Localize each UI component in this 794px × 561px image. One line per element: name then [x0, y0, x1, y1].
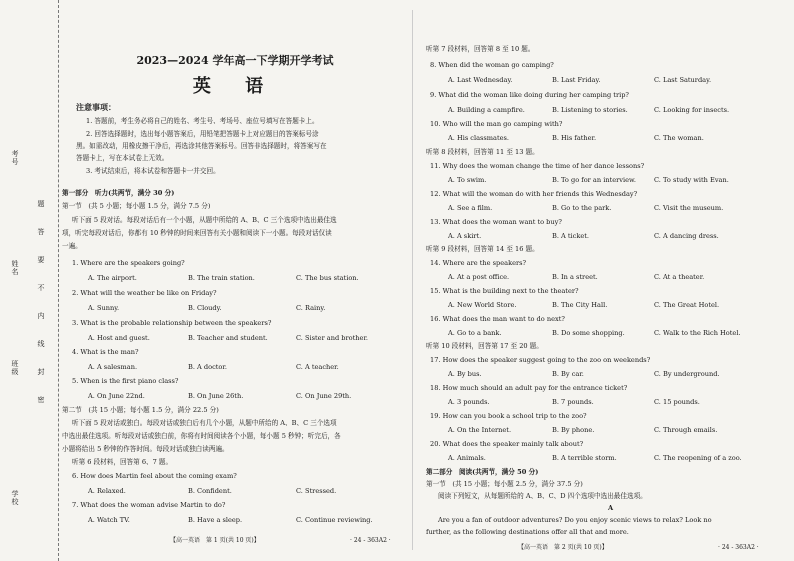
option-c: C. Through emails. [654, 426, 718, 434]
option-c: C. Stressed. [296, 487, 337, 495]
part1-heading: 第一部分 听力(共两节，满分 30 分) [62, 189, 175, 197]
part1-inst1c: 一遍。 [62, 242, 82, 250]
option-b: B. Do some shopping. [552, 329, 625, 337]
question-16: 16. What does the man want to do next? [430, 315, 565, 323]
part2-inst: 阅读下列短文，从每题所给的 A、B、C、D 四个选项中选出最佳选项。 [438, 492, 647, 500]
notes-heading: 注意事项： [76, 102, 116, 112]
option-b: B. Listening to stories. [552, 106, 628, 114]
option-b: B. In a street. [552, 273, 598, 281]
question-8: 8. When did the woman go camping? [430, 61, 554, 69]
binding-strip [0, 0, 59, 561]
seal-char: 答 [37, 228, 45, 236]
question-7: 7. What does the woman advise Martin to do? [72, 501, 226, 509]
passage-line-2: further, as the following destinations offer all that and more. [426, 528, 629, 536]
option-b: B. Go to the park. [552, 204, 612, 212]
option-a: A. The airport. [88, 274, 137, 282]
option-c: C. A teacher. [296, 363, 339, 371]
note-2: 2. 回答选择题时，选出每小题答案后，用铅笔把答题卡上对应题目的答案标号涂 [86, 130, 319, 138]
option-b: B. On June 26th. [188, 392, 244, 400]
option-a: A. On June 22nd. [88, 392, 145, 400]
part1-inst2b: 中选出最佳选项。听每段对话或独白前，你将有时间阅读各个小题，每小题 5 秒钟；听完后，各 [62, 432, 341, 440]
page-divider [412, 10, 413, 550]
option-a: A. By bus. [448, 370, 482, 378]
option-b: B. A doctor. [188, 363, 227, 371]
question-9: 9. What did the woman like doing during her camping trip? [430, 91, 629, 99]
banji-label: 班级 [11, 360, 19, 376]
question-18: 18. How much should an adult pay for the entrance ticket? [430, 384, 628, 392]
part1-inst2a: 听下面 5 段对话或独白。每段对话或独白后有几个小题，从题中所给的 A、B、C 三个选项 [72, 419, 337, 427]
option-c: C. The reopening of a zoo. [654, 454, 742, 462]
question-17: 17. How does the speaker suggest going to the zoo on weekends? [430, 356, 651, 364]
option-c: C. The Great Hotel. [654, 301, 720, 309]
question-2: 2. What will the weather be like on Friday? [72, 289, 217, 297]
option-c: C. Rainy. [296, 304, 326, 312]
option-c: C. The bus station. [296, 274, 359, 282]
part1-inst2c: 小题将给出 5 秒钟的作答时间。每段对话或独白读两遍。 [62, 445, 229, 453]
passage-label: A [608, 504, 614, 512]
seal-char: 要 [37, 256, 45, 264]
option-a: A. 3 pounds. [448, 398, 490, 406]
option-b: B. To go for an interview. [552, 176, 636, 184]
passage-line-1: Are you a fan of outdoor adventures? Do you enjoy scenic views to relax? Look no [438, 516, 712, 524]
option-b: B. 7 pounds. [552, 398, 594, 406]
option-a: A. Go to a bank. [448, 329, 502, 337]
note-1: 1. 答题前，考生务必将自己的姓名、考生号、考场号、座位号填写在答题卡上。 [86, 117, 319, 125]
note-3: 3. 考试结束后，将本试卷和答题卡一并交回。 [86, 167, 220, 175]
option-a: A. At a post office. [448, 273, 510, 281]
option-a: A. Watch TV. [88, 516, 130, 524]
part2-sec1: 第一节 (共 15 小题；每小题 2.5 分，满分 37.5 分) [426, 480, 583, 488]
kaohao-label: 考号 [11, 150, 19, 166]
part2-heading: 第二部分 阅读(共两节，满分 50 分) [426, 468, 539, 476]
question-12: 12. What will the woman do with her friends this Wednesday? [430, 190, 638, 198]
option-c: C. The woman. [654, 134, 704, 142]
option-c: C. Looking for insects. [654, 106, 730, 114]
material-7: 听第 7 段材料，回答第 8 至 10 题。 [426, 45, 535, 53]
material-8: 听第 8 段材料，回答第 11 至 13 题。 [426, 148, 539, 156]
question-10: 10. Who will the man go camping with? [430, 120, 563, 128]
option-c: C. Continue reviewing. [296, 516, 373, 524]
seal-char: 不 [37, 284, 45, 292]
exam-subject: 英 语 [192, 76, 278, 97]
part1-sec2: 第二节 (共 15 小题；每小题 1.5 分，满分 22.5 分) [62, 406, 219, 414]
question-14: 14. Where are the speakers? [430, 259, 527, 267]
question-19: 19. How can you book a school trip to the zoo? [430, 412, 587, 420]
xingming-label: 姓名 [11, 260, 19, 276]
option-c: C. Walk to the Rich Hotel. [654, 329, 741, 337]
option-b: B. A ticket. [552, 232, 589, 240]
option-a: A. See a film. [448, 204, 493, 212]
material-9: 听第 9 段材料，回答第 14 至 16 题。 [426, 245, 539, 253]
option-a: A. Animals. [448, 454, 486, 462]
option-b: B. Confident. [188, 487, 232, 495]
exam-code-left: · 24 - 363A2 · [350, 537, 391, 544]
option-a: A. On the Internet. [448, 426, 512, 434]
option-a: A. A skirt. [448, 232, 482, 240]
option-a: A. Host and guest. [88, 334, 150, 342]
seal-char: 题 [37, 200, 45, 208]
seal-char: 封 [37, 368, 45, 376]
question-5: 5. When is the first piano class? [72, 377, 179, 385]
option-c: C. Visit the museum. [654, 204, 724, 212]
option-b: B. Teacher and student. [188, 334, 268, 342]
question-4: 4. What is the man? [72, 348, 139, 356]
material-6: 听第 6 段材料，回答第 6、7 题。 [72, 458, 173, 466]
exam-title: 2023—2024 学年高一下学期开学考试 [136, 54, 334, 67]
option-b: B. Last Friday. [552, 76, 601, 84]
option-b: B. By phone. [552, 426, 595, 434]
option-b: B. A terrible storm. [552, 454, 617, 462]
part1-inst1b: 项，听完每段对话后，你都有 10 秒钟的时间来回答有关小题和阅读下一小题。每段对话仅读 [62, 229, 332, 237]
exam-code-right: · 24 - 363A2 · [718, 544, 759, 551]
option-c: C. 15 pounds. [654, 398, 700, 406]
option-b: B. Have a sleep. [188, 516, 243, 524]
question-13: 13. What does the woman want to buy? [430, 218, 562, 226]
option-a: A. New World Store. [448, 301, 517, 309]
xuexiao-label: 学校 [11, 490, 19, 506]
option-a: A. His classmates. [448, 134, 510, 142]
question-15: 15. What is the building next to the theater? [430, 287, 579, 295]
material-10: 听第 10 段材料，回答第 17 至 20 题。 [426, 342, 543, 350]
option-c: C. By underground. [654, 370, 720, 378]
option-b: B. The train station. [188, 274, 255, 282]
question-6: 6. How does Martin feel about the coming exam? [72, 472, 237, 480]
option-c: C. To study with Evan. [654, 176, 729, 184]
option-a: A. Relaxed. [88, 487, 126, 495]
part1-inst1a: 听下面 5 段对话。每段对话后有一个小题，从题中所给的 A、B、C 三个选项中选出最佳选 [72, 216, 337, 224]
note-2-cont2: 答题卡上，写在本试卷上无效。 [76, 154, 169, 162]
question-1: 1. Where are the speakers going? [72, 259, 185, 267]
option-b: B. By car. [552, 370, 584, 378]
option-a: A. Last Wednesday. [448, 76, 513, 84]
option-c: C. On June 29th. [296, 392, 352, 400]
option-c: C. Last Saturday. [654, 76, 712, 84]
seal-char: 内 [37, 312, 45, 320]
option-a: A. Building a campfire. [448, 106, 525, 114]
option-c: C. Sister and brother. [296, 334, 368, 342]
note-2-cont: 黑。如需改动，用橡皮擦干净后，再选涂其他答案标号。回答非选择题时，将答案写在 [76, 142, 327, 150]
question-11: 11. Why does the woman change the time of her dance lessons? [430, 162, 645, 170]
option-a: A. A salesman. [88, 363, 138, 371]
page-footer-right: 【高一英语 第 2 页(共 10 页)】 [518, 544, 608, 551]
part1-sec1: 第一节 (共 5 小题；每小题 1.5 分，满分 7.5 分) [62, 202, 211, 210]
option-c: C. A dancing dress. [654, 232, 719, 240]
option-a: A. Sunny. [88, 304, 120, 312]
question-3: 3. What is the probable relationship between the speakers? [72, 319, 272, 327]
seal-char: 线 [37, 340, 45, 348]
option-c: C. At a theater. [654, 273, 705, 281]
page-footer-left: 【高一英语 第 1 页(共 10 页)】 [170, 537, 260, 544]
option-b: B. The City Hall. [552, 301, 608, 309]
option-b: B. His father. [552, 134, 597, 142]
option-a: A. To swim. [448, 176, 487, 184]
question-20: 20. What does the speaker mainly talk about? [430, 440, 584, 448]
option-b: B. Cloudy. [188, 304, 222, 312]
seal-char: 密 [37, 396, 45, 404]
